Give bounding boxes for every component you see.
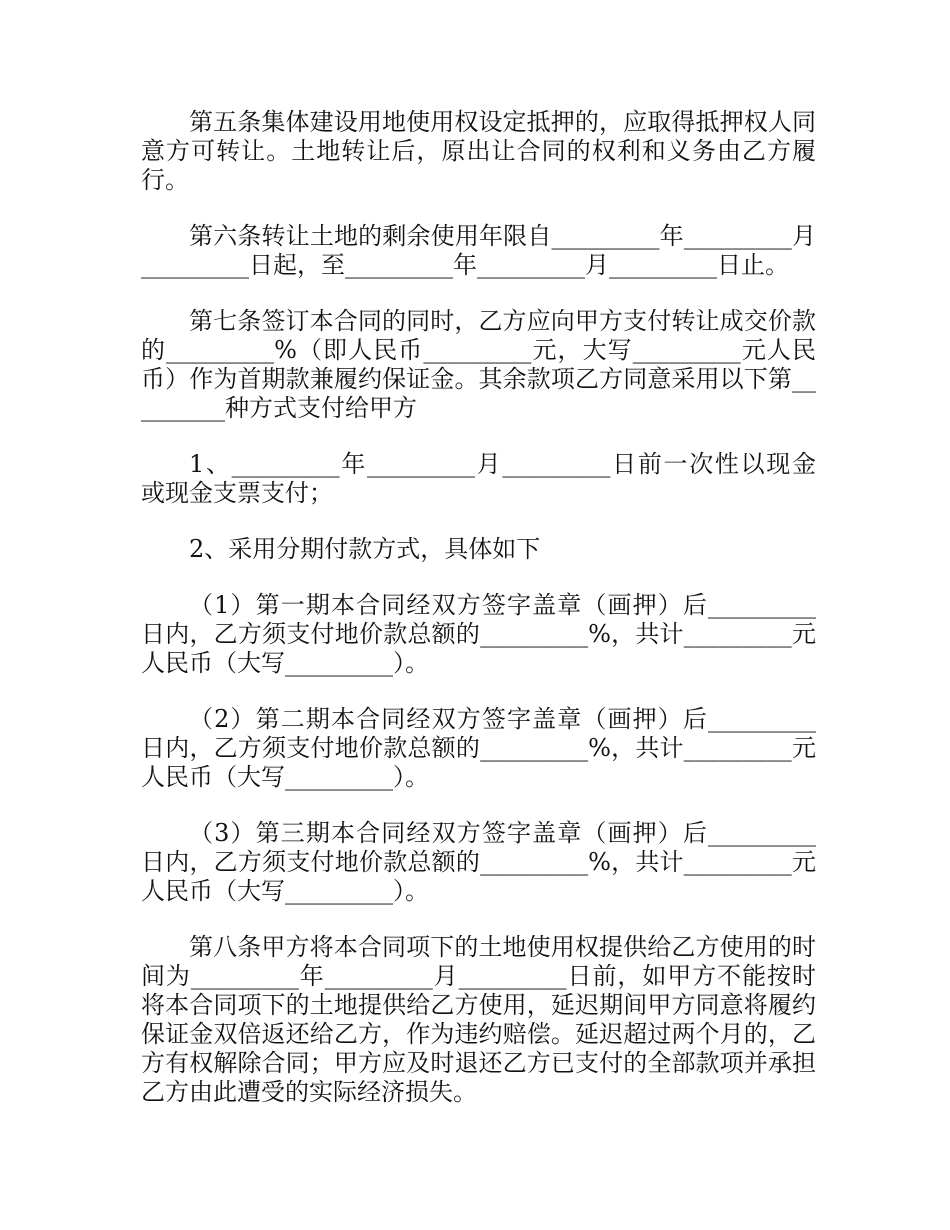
document-page [141,108,816,1134]
clause-6-paragraph: 第六条转让土地的剩余使用年限自_________年_________月_________日起，至_________年_________月_________日止。 [141,222,816,279]
clause-5-paragraph: 第五条集体建设用地使用权设定抵押的，应取得抵押权人同意方可转让。土地转让后，原出让合同的权利和义务由乙方履行。 [141,108,816,194]
clause-7-paragraph: 第七条签订本合同的同时，乙方应向甲方支付转让成交价款的_________%（即人民币_________元，大写_________元人民币）作为首期款兼履约保证金。其余款项乙方同意采用以下第_________种方式支付给甲方 [141,307,816,422]
clause-8-paragraph: 第八条甲方将本合同项下的土地使用权提供给乙方使用的时间为_________年_________月_________日前，如甲方不能按时将本合同项下的土地提供给乙方使用，延迟期间甲方同意将履约保证金双倍返还给乙方，作为违约赔偿。延迟超过两个月的，乙方有权解除合同；甲方应及时退还乙方已支付的全部款项并承担乙方由此遭受的实际经济损失。 [141,933,816,1106]
installment-2-paragraph: （2）第二期本合同经双方签字盖章（画押）后_________日内，乙方须支付地价款总额的_________%，共计_________元人民币（大写_________）。 [141,705,816,791]
payment-option-2-paragraph: 2、采用分期付款方式，具体如下 [189,535,541,563]
installment-3-paragraph: （3）第三期本合同经双方签字盖章（画押）后_________日内，乙方须支付地价款总额的_________%，共计_________元人民币（大写_________）。 [141,819,816,905]
payment-option-1-paragraph: 1、_________年_________月_________日前一次性以现金或现金支票支付； [141,450,816,507]
installment-1-paragraph: （1）第一期本合同经双方签字盖章（画押）后_________日内，乙方须支付地价款总额的_________%，共计_________元人民币（大写_________）。 [141,591,816,677]
